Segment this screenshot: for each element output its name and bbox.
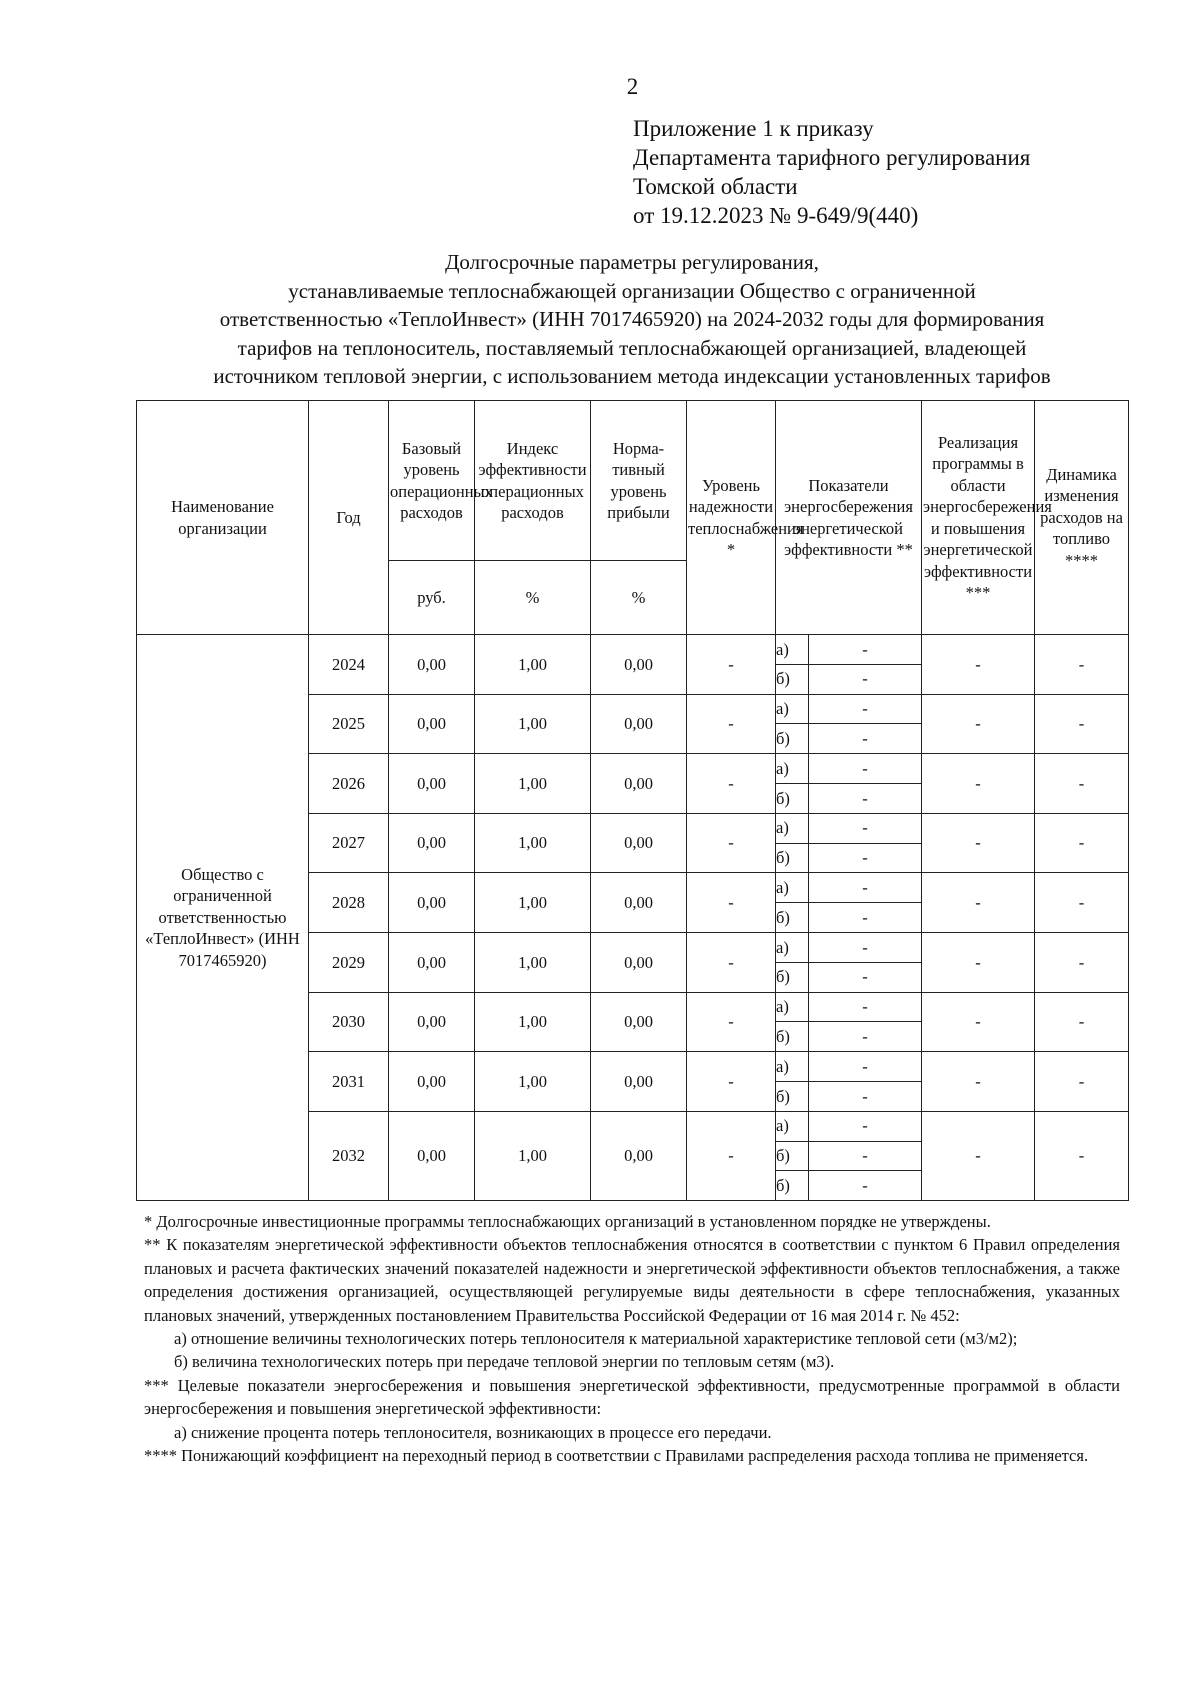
cell-index: 1,00: [475, 635, 591, 695]
document-title: [136, 248, 1128, 391]
header-base: Базовый уровень операционных расходов: [389, 401, 475, 561]
cell-program: -: [922, 694, 1035, 754]
cell-reliability: -: [687, 694, 776, 754]
cell-program: -: [922, 932, 1035, 992]
cell-index: 1,00: [475, 992, 591, 1052]
cell-year: 2027: [309, 813, 389, 873]
cell-year: 2029: [309, 932, 389, 992]
cell-energy-value: -: [809, 813, 922, 843]
cell-fuel: -: [1035, 754, 1129, 814]
cell-base: 0,00: [389, 813, 475, 873]
cell-energy-value: -: [809, 694, 922, 724]
cell-energy-label: б): [776, 783, 809, 813]
cell-energy-value: -: [809, 635, 922, 665]
cell-profit: 0,00: [591, 813, 687, 873]
title-line: Долгосрочные параметры регулирования,: [445, 250, 819, 274]
footnote: ** К показателям энергетической эффективности объектов теплоснабжения относятся в соответствии с пунктом 6 Правил определения плановых и расчета фактических значений показателей надежности и энергетической эффективности объектов теплоснабжения, а также определения достижения организацией, осуществляющей регулируемые виды деятельности в сфере теплоснабжения, указанных плановых значений, утвержденных постановлением Правительства Российской Федерации от 16 мая 2014 г. № 452:: [144, 1235, 1120, 1325]
cell-energy-label: б): [776, 1171, 809, 1201]
cell-index: 1,00: [475, 873, 591, 933]
cell-year: 2032: [309, 1111, 389, 1200]
cell-energy-label: б): [776, 843, 809, 873]
cell-program: -: [922, 992, 1035, 1052]
cell-fuel: -: [1035, 694, 1129, 754]
footnote-item: б) величина технологических потерь при передаче тепловой энергии по тепловым сетям (м3).: [174, 1352, 835, 1372]
cell-energy-value: -: [809, 843, 922, 873]
header-index: Индекс эффективности операционных расходов: [475, 401, 591, 561]
title-line: тарифов на теплоноситель, поставляемый теплоснабжающей организацией, владеющей: [237, 335, 1027, 360]
cell-profit: 0,00: [591, 635, 687, 695]
parameters-table: [136, 400, 1129, 1201]
header-program: Реализация программы в области энергосбережения и повышения энергетической эффективности ***: [922, 401, 1035, 635]
header-profit: Норма-тивный уровень прибыли: [591, 401, 687, 561]
cell-base: 0,00: [389, 992, 475, 1052]
cell-fuel: -: [1035, 992, 1129, 1052]
footnote: * Долгосрочные инвестиционные программы теплоснабжающих организаций в установленном порядке не утверждены.: [144, 1212, 991, 1231]
footnotes: [144, 1210, 1120, 1467]
footnote: **** Понижающий коэффициент на переходный период в соответствии с Правилами распределения расхода топлива не применяется.: [144, 1446, 1089, 1466]
cell-program: -: [922, 754, 1035, 814]
unit-profit: %: [591, 561, 687, 635]
cell-reliability: -: [687, 873, 776, 933]
header-fuel: Динамика изменения расходов на топливо ****: [1035, 401, 1129, 635]
cell-fuel: -: [1035, 932, 1129, 992]
cell-year: 2025: [309, 694, 389, 754]
cell-energy-value: -: [809, 992, 922, 1022]
cell-energy-label: б): [776, 724, 809, 754]
cell-profit: 0,00: [591, 873, 687, 933]
org-name: Общество с ограниченной ответственностью «ТеплоИнвест» (ИНН 7017465920): [137, 635, 309, 1201]
cell-energy-value: -: [809, 903, 922, 933]
cell-program: -: [922, 813, 1035, 873]
cell-energy-label: б): [776, 1022, 809, 1052]
cell-index: 1,00: [475, 694, 591, 754]
cell-profit: 0,00: [591, 992, 687, 1052]
cell-energy-label: а): [776, 635, 809, 665]
cell-year: 2024: [309, 635, 389, 695]
title-line: ответственностью «ТеплоИнвест» (ИНН 7017465920) на 2024-2032 годы для формирования: [219, 307, 1045, 331]
cell-profit: 0,00: [591, 932, 687, 992]
cell-fuel: -: [1035, 873, 1129, 933]
cell-energy-value: -: [809, 724, 922, 754]
cell-base: 0,00: [389, 932, 475, 992]
cell-index: 1,00: [475, 754, 591, 814]
cell-reliability: -: [687, 813, 776, 873]
cell-fuel: -: [1035, 1052, 1129, 1112]
cell-index: 1,00: [475, 1111, 591, 1200]
cell-reliability: -: [687, 992, 776, 1052]
appendix-line: Департамента тарифного регулирования: [633, 145, 1031, 170]
cell-energy-label: б): [776, 903, 809, 933]
cell-program: -: [922, 635, 1035, 695]
cell-index: 1,00: [475, 932, 591, 992]
cell-energy-value: -: [809, 1052, 922, 1082]
footnote-item: а) отношение величины технологических потерь теплоносителя к материальной характеристике тепловой сети (м3/м2);: [174, 1329, 1018, 1349]
cell-reliability: -: [687, 1111, 776, 1200]
cell-energy-label: а): [776, 1052, 809, 1082]
cell-energy-value: -: [809, 1111, 922, 1141]
title-line: источником тепловой энергии, с использованием метода индексации установленных тарифов: [213, 364, 1051, 388]
cell-base: 0,00: [389, 1111, 475, 1200]
cell-energy-value: -: [809, 664, 922, 694]
cell-reliability: -: [687, 932, 776, 992]
cell-profit: 0,00: [591, 1052, 687, 1112]
page-number: 2: [626, 74, 639, 99]
cell-energy-value: -: [809, 1141, 922, 1171]
cell-fuel: -: [1035, 1111, 1129, 1200]
cell-base: 0,00: [389, 635, 475, 695]
header-reliability: Уровень надежности теплоснабжения *: [687, 401, 776, 635]
cell-profit: 0,00: [591, 1111, 687, 1200]
cell-energy-value: -: [809, 1022, 922, 1052]
cell-program: -: [922, 1111, 1035, 1200]
cell-energy-label: а): [776, 813, 809, 843]
cell-energy-label: б): [776, 1081, 809, 1111]
cell-energy-label: а): [776, 932, 809, 962]
cell-energy-value: -: [809, 962, 922, 992]
cell-program: -: [922, 873, 1035, 933]
cell-energy-label: а): [776, 873, 809, 903]
cell-energy-label: а): [776, 1111, 809, 1141]
cell-base: 0,00: [389, 1052, 475, 1112]
header-energy: Показатели энергосбережения энергетической эффективности **: [776, 401, 922, 635]
cell-year: 2030: [309, 992, 389, 1052]
cell-fuel: -: [1035, 635, 1129, 695]
cell-year: 2026: [309, 754, 389, 814]
cell-energy-value: -: [809, 754, 922, 784]
title-line: устанавливаемые теплоснабжающей организации Общество с ограниченной: [288, 278, 976, 303]
cell-profit: 0,00: [591, 754, 687, 814]
cell-year: 2031: [309, 1052, 389, 1112]
cell-energy-label: б): [776, 962, 809, 992]
cell-energy-label: б): [776, 664, 809, 694]
header-org: Наименование организации: [137, 401, 309, 635]
unit-index: %: [475, 561, 591, 635]
cell-energy-value: -: [809, 783, 922, 813]
appendix-line: Приложение 1 к приказу: [633, 116, 874, 141]
appendix-line: Томской области: [633, 174, 798, 199]
cell-energy-label: а): [776, 754, 809, 784]
cell-base: 0,00: [389, 873, 475, 933]
cell-energy-value: -: [809, 1081, 922, 1111]
cell-reliability: -: [687, 635, 776, 695]
unit-base: руб.: [389, 561, 475, 635]
cell-profit: 0,00: [591, 694, 687, 754]
cell-index: 1,00: [475, 1052, 591, 1112]
cell-energy-label: а): [776, 992, 809, 1022]
cell-year: 2028: [309, 873, 389, 933]
cell-fuel: -: [1035, 813, 1129, 873]
footnote-item: а) снижение процента потерь теплоносителя, возникающих в процессе его передачи.: [174, 1422, 772, 1442]
cell-base: 0,00: [389, 694, 475, 754]
cell-base: 0,00: [389, 754, 475, 814]
header-year: Год: [309, 401, 389, 635]
cell-energy-label: б): [776, 1141, 809, 1171]
cell-energy-value: -: [809, 1171, 922, 1201]
table-row: [137, 635, 1129, 665]
cell-energy-label: а): [776, 694, 809, 724]
cell-energy-value: -: [809, 932, 922, 962]
cell-program: -: [922, 1052, 1035, 1112]
appendix-header: [633, 114, 1030, 230]
footnote: *** Целевые показатели энергосбережения и повышения энергетической эффективности, предусмотренные программой в области энергосбережения и повышения энергетической эффективности:: [144, 1375, 1120, 1419]
appendix-line: от 19.12.2023 № 9-649/9(440): [633, 203, 919, 228]
cell-index: 1,00: [475, 813, 591, 873]
cell-reliability: -: [687, 754, 776, 814]
cell-reliability: -: [687, 1052, 776, 1112]
cell-energy-value: -: [809, 873, 922, 903]
